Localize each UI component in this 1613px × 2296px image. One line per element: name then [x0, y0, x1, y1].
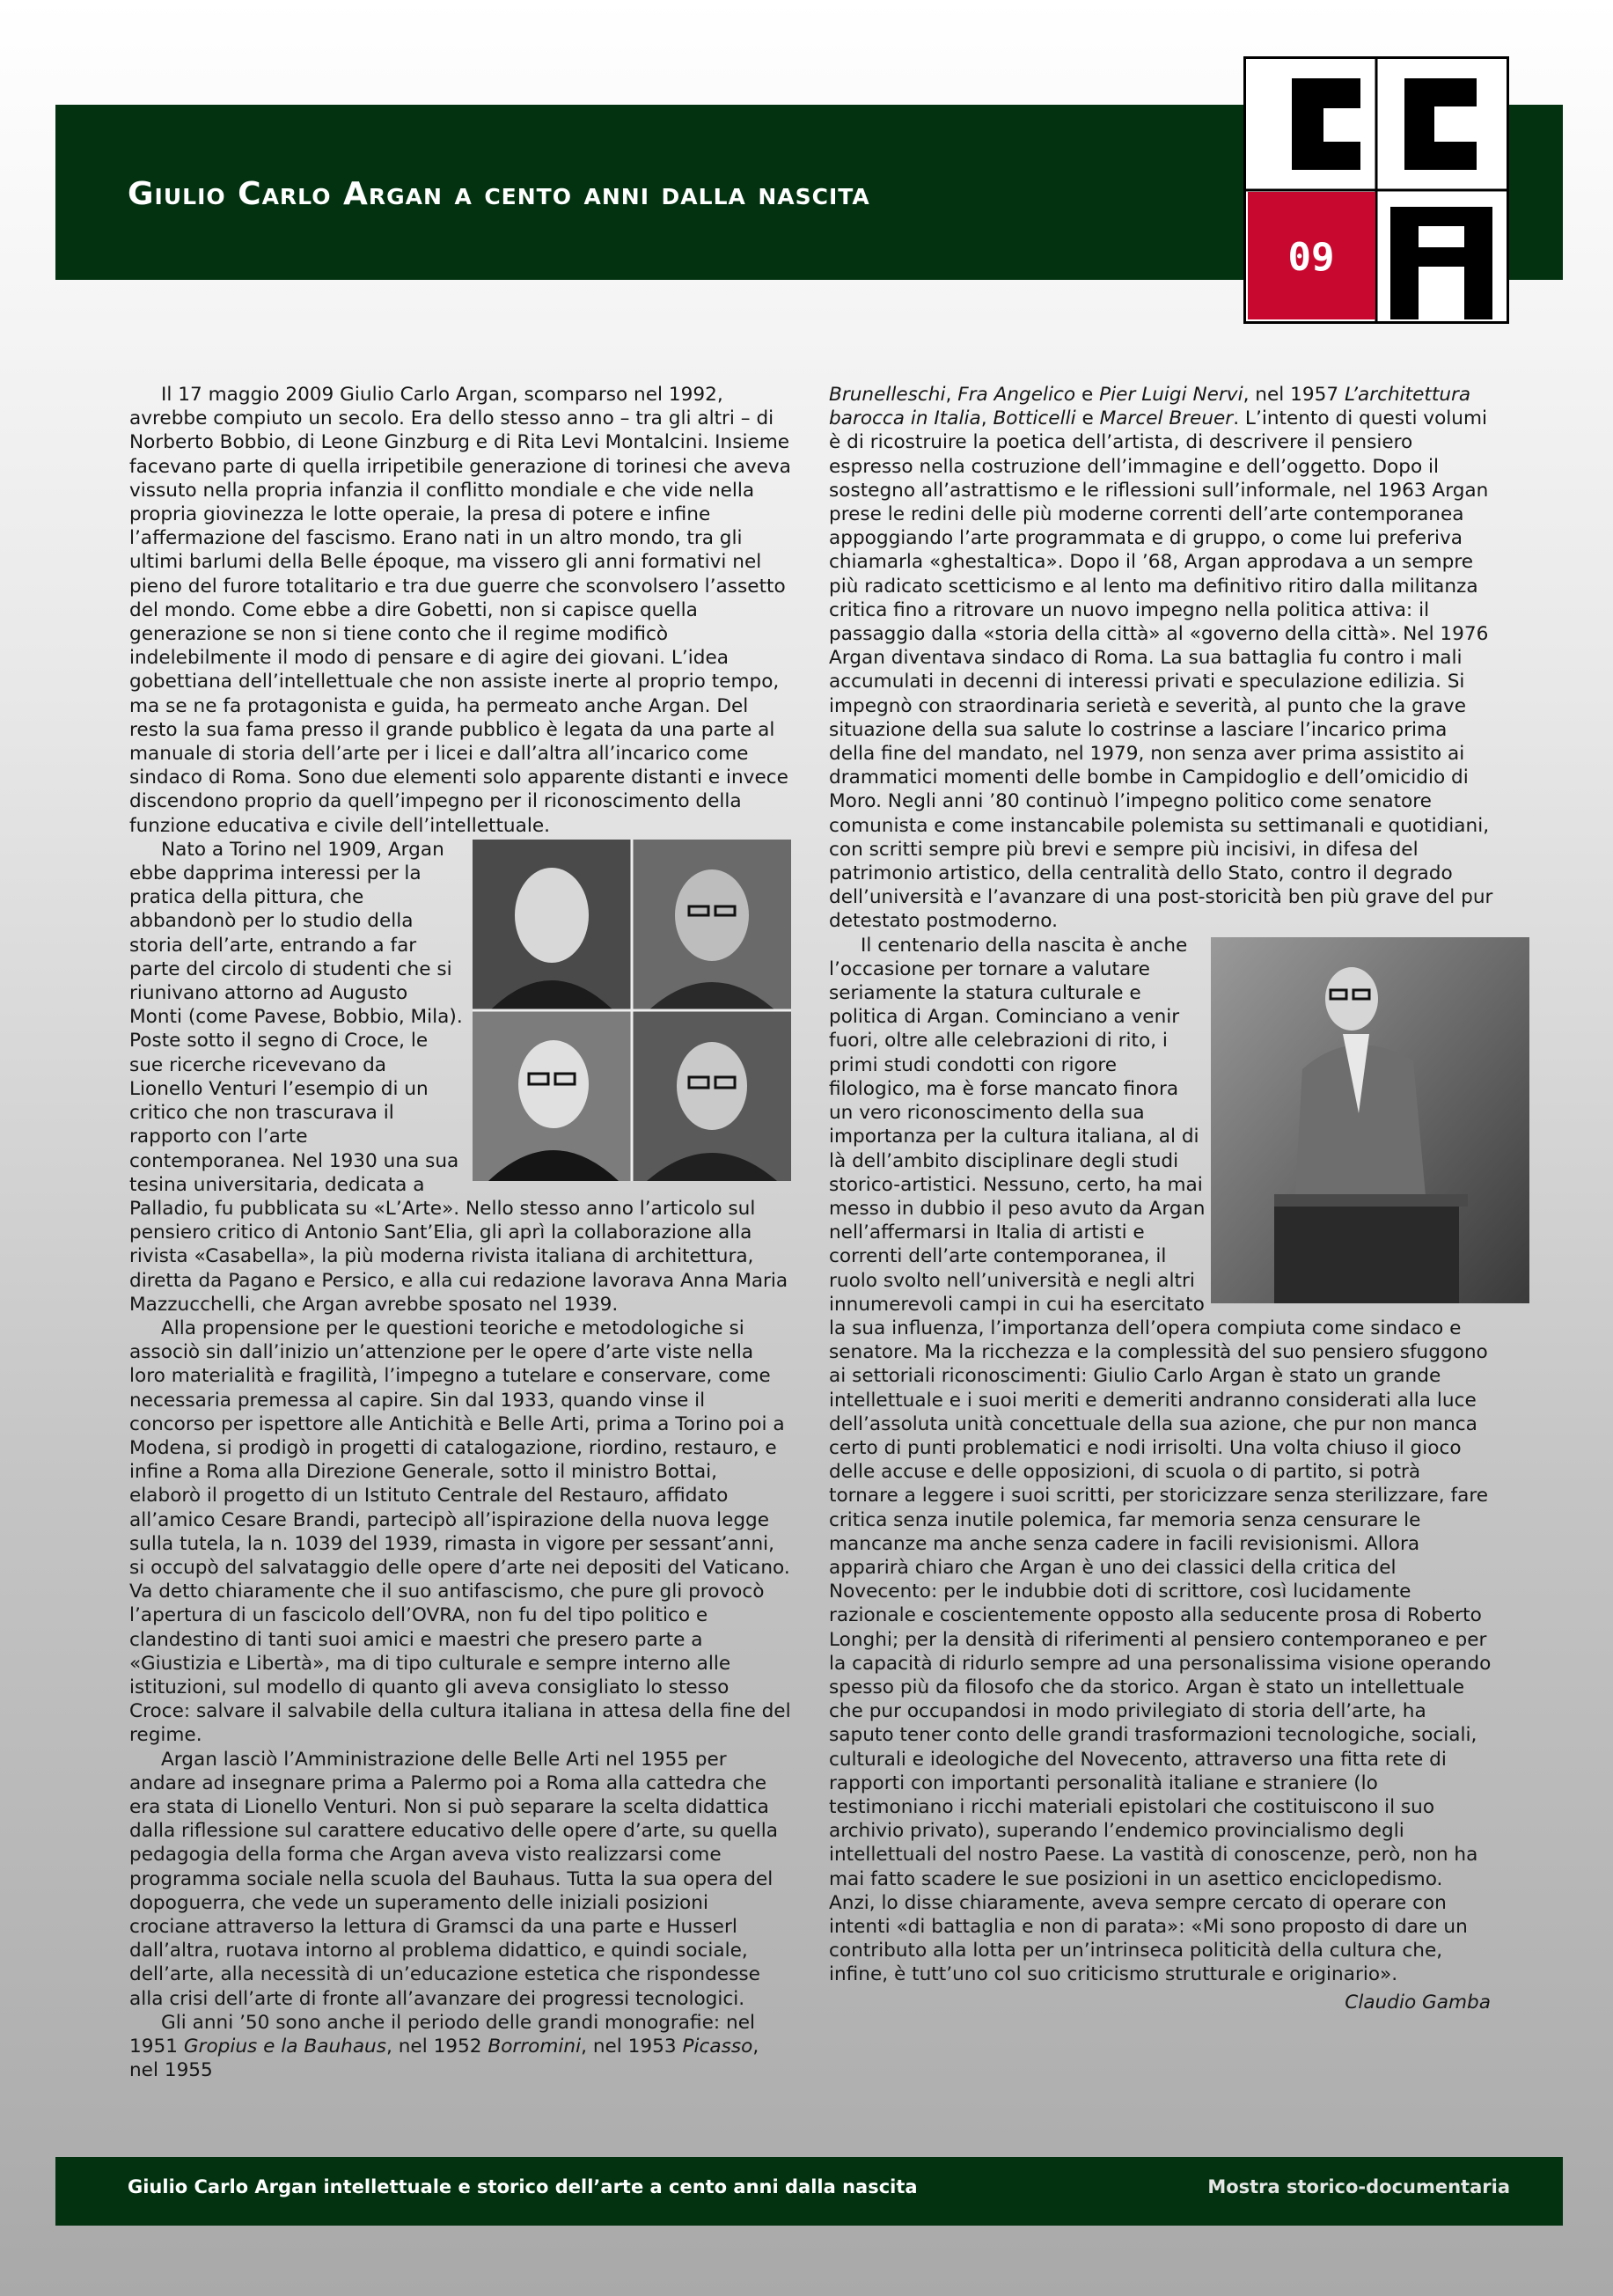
article-paragraph-6 — [829, 934, 1494, 1987]
monograph-sep: , nel 1953 — [581, 2036, 683, 2058]
portrait-collage-image — [473, 840, 791, 1181]
monograph-sep: e — [1075, 407, 1100, 430]
article-paragraph-1: Il 17 maggio 2009 Giulio Carlo Argan, scomparso nel 1992, avrebbe compiuto un secolo. Era dello stesso anno – tra gli altri – di Norberto Bobbio, di Leone Ginzburg e di Rita Levi Montalcini. Insieme facevano parte di quella irripetibile generazione di torinesi che aveva vissuto nella propria infanzia il conflitto mondiale e che vide nella propria giovinezza le lotte operaie, la presa di potere e infine l’affermazione del fascismo. Erano nati in un altro mondo, tra gli ultimi barlumi della Belle époque, ma vissero gli anni formativi nel pieno del furore totalitario e tra due guerre che sconvolsero l’assetto del mondo. Come ebbe a dire Gobetti, non si capisce quella generazione se non si tiene conto che il regime modificò indelebilmente il modo di pensare e di agire dei giovani. L’idea gobettiana dell’intellettuale che non assiste inerte al proprio tempo, ma se ne fa protagonista e guida, ha permeato anche Argan. Del resto la sua fama presso il grande pubblico è legata da una parte al manuale di storia dell’arte per i licei e dall’altra all’incarico come sindaco di Roma. Sono due elementi solo apparente distanti e invece discendono proprio da quell’impegno per il riconoscimento della funzione educativa e civile dell’intellettuale. — [129, 384, 791, 837]
monograph-sep: e — [1075, 384, 1100, 406]
article-left-column — [129, 383, 791, 2082]
monograph-title: Botticelli — [993, 407, 1076, 430]
footer-banner — [55, 2157, 1563, 2226]
monograph-sep: , nel 1957 — [1243, 384, 1345, 406]
portrait-collage-photo — [473, 840, 791, 1181]
monograph-title: Gropius e la Bauhaus — [183, 2036, 386, 2058]
monograph-title: Pier Luigi Nervi — [1099, 384, 1243, 406]
article-paragraph-5-text: L’intento di questi volumi è di ricostruire la poetica dell’artista, di descrivere il pensiero espresso nella costruzione dell’immagine e dell’oggetto. Dopo il sostegno all’astrattismo e le riflessioni sull’informale, nel 1963 Argan prese le redini delle più moderne correnti dell’arte contemporanea appoggiando l’arte programmata e di gruppo, o come lui preferiva chiamarla «ghestaltica». Dopo il ’68, Argan approdava a un sempre più radicato scetticismo e al lento ma definitivo ritiro dalla militanza critica fino a ritrovare un nuovo impegno nella politica attiva: il passaggio dalla «storia della città» al «governo della città». Nel 1976 Argan diventava sindaco di Roma. La sua battaglia fu contro i mali accumulati in decenni di interessi privati e speculazione edilizia. Si impegnò con straordinaria serietà e severità, al punto che la grave situazione della sua salute lo costrinse a lasciare l’incarico prima della fine del mandato, nel 1979, non senza aver prima assistito ai drammatici momenti delle bombe in Campidoglio e dell’omicidio di Moro. Negli anni ’80 continuò l’impegno politico come senatore comunista e come instancabile polemista su settimanali e quotidiani, con scritti sempre più brevi e sempre più incisivi, in difesa del patrimonio artistico, della centralità dello Stato, contro il degrado dell’università e l’avanzare di una post-storicità ben più grave del pur detestato postmoderno. — [829, 407, 1493, 933]
monograph-title: Fra Angelico — [957, 384, 1076, 406]
monograph-title: L’architettura barocca in Italia — [829, 384, 1471, 430]
article-paragraph-6-text: Il centenario della nascita è anche l’occasione per tornare a valutare seriamente la statura culturale e politica di Argan. Cominciano a venir fuori, oltre alle celebrazioni di rito, i primi studi condotti con rigore filologico, ma è forse mancato finora un vero riconoscimento della sua importanza per la cultura italiana, al di là dell’ambito disciplinare degli studi storico-artistici. Nessuno, certo, ha mai messo in dubbio il peso avuto da Argan nell’affermarsi in Italia di artisti e correnti dell’arte contemporanea, il ruolo svolto nell’università e negli altri innumerevoli campi in cui ha esercitato la sua influenza, l’importanza dell’opera compiuta come sindaco e senatore. Ma la ricchezza e la complessità del suo pensiero sfuggono ai settoriali riconoscimenti: Giulio Carlo Argan è stato un grande intellettuale e i suoi meriti e demeriti andranno considerati alla luce dell’assoluta unità concettuale della sua azione, che pur non manca certo di punti problematici e nodi irrisolti. Una volta chiuso il gioco delle accuse e delle opposizioni, di scuola o di partito, si potrà tornare a leggere i suoi scritti, per storicizzare senza sterilizzare, fare critica senza inutile polemica, far memoria senza censurare le mancanze ma anche senza cadere in facili revisionismi. Allora apparirà chiaro che Argan è uno dei classici della critica del Novecento: per le indubbie doti di scrittore, così lucidamente razionale e coscientemente opposto alla seducente prosa di Roberto Longhi; per la densità di riferimenti al pensiero contemporaneo e per la capacità di ridurlo sempre ad una personalissima visione operando spesso più da filosofo che da storico. Argan è stato un intellettuale che pur occupandosi in modo privilegiato di storia dell’arte, ha saputo tener conto delle grandi trasformazioni tecnologiche, sociali, culturali e ideologiche del Novecento, attraverso una fitta rete di rapporti con importanti personalità italiane e straniere (lo testimoniano i ricchi materiali epistolari che costituiscono il suo archivio privato), superando l’endemico provincialismo degli intellettuali del nostro Paese. La vastità di conoscenze, però, non ha mai fatto scadere le sue posizioni in un asettico enciclopedismo. Anzi, lo disse chiaramente, aveva sempre cercato di operare con intenti «di battaglia e non di parata»: «Mi sono proposto di dare un contributo alla lotta per un’intrinseca politicità della cultura che, infine, è tutt’uno col suo criticismo strutturale e originario». — [829, 934, 1492, 1986]
author-signature: Claudio Gamba — [1345, 1991, 1491, 2014]
article-paragraph-3: Alla propensione per le questioni teoriche e metodologiche si associò sin dall’inizio un’attenzione per le opere d’arte viste nella loro materialità e fragilità, l’impegno a tutelare e conservare, come necessaria premessa al capire. Sin dal 1933, quando vinse il concorso per ispettore alle Antichità e Belle Arti, prima a Torino poi a Modena, si prodigò in progetti di catalogazione, riordino, restauro, e infine a Roma alla Direzione Generale, sotto il ministro Bottai, elaborò il progetto di un Istituto Centrale del Restauro, affidato all’amico Cesare Brandi, partecipò all’ispirazione della nuova legge sulla tutela, la n. 1039 del 1939, rimasta in vigore per sessant’anni, si occupò del salvataggio delle opere d’arte nei depositi del Vaticano. Va detto chiaramente che il suo antifascismo, che pure gli provocò l’apertura di un fascicolo dell’OVRA, non fu del tipo politico e clandestino di tanti suoi amici e maestri che presero parte a «Giustizia e Libertà», ma di tipo culturale e sempre interno alle istituzioni, sul modello di quanto gli aveva consigliato lo stesso Croce: salvare il salvabile della cultura italiana in attesa della fine del regime. — [129, 1317, 791, 1747]
monograph-sep: , nel 1952 — [386, 2036, 488, 2058]
article-paragraph-5-start — [129, 2011, 791, 2083]
monographs-intro: Gli anni ’50 sono anche il periodo delle grandi monografie: nel 1951 — [129, 2011, 756, 2058]
monograph-sep: , nel 1955 — [129, 2036, 759, 2082]
monograph-sep: , — [945, 384, 958, 406]
article-paragraph-4: Argan lasciò l’Amministrazione delle Belle Arti nel 1955 per andare ad insegnare prima a Palermo poi a Roma alla cattedra che era stata di Lionello Venturi. Non si può separare la scelta didattica dalla riflessione sul carattere educativo delle opere d’arte, su quella pedagogia della forma che Argan aveva visto realizzarsi come programma sociale nella scuola del Bauhaus. Tutta la sua opera del dopoguerra, che vede un superamento delle iniziali posizioni crociane attraverso la lettura di Gramsci da una parte e Husserl dall’altra, ruotava intorno al problema didattico, e quindi sociale, dell’arte, alla necessità di un’educazione estetica che rispondesse alla crisi dell’arte di fronte all’avanzare dei progressi tecnologici. — [129, 1748, 779, 2010]
gca-logo-graphic — [1246, 59, 1507, 321]
gca-logo — [1243, 56, 1509, 324]
monograph-title: Borromini — [488, 2036, 582, 2058]
footer-exhibition-type: Mostra storico-documentaria — [1207, 2176, 1510, 2197]
page-title: Giulio Carlo Argan a cento anni dalla nascita — [128, 176, 870, 212]
article-paragraph-5-continuation — [829, 383, 1494, 934]
monograph-title: Brunelleschi — [829, 384, 946, 406]
monograph-sep: . — [1233, 407, 1245, 430]
article-paragraph-2 — [129, 838, 791, 1317]
monograph-title: Picasso — [682, 2036, 753, 2058]
monograph-title: Marcel Breuer — [1099, 407, 1234, 430]
article-right-column — [829, 383, 1494, 2014]
argan-lecturing-photo — [1211, 937, 1529, 1303]
argan-lecturing-image — [1211, 937, 1529, 1303]
logo-text: 09 — [1287, 235, 1335, 280]
article-paragraph-2-text: Nato a Torino nel 1909, Argan ebbe dapprima interessi per la pratica della pittura, che abbandonò per lo studio della storia dell’arte, entrando a far parte del circolo di studenti che si riunivano attorno ad Augusto Monti (come Pavese, Bobbio, Mila). Poste sotto il segno di Croce, le sue ricerche ricevevano da Lionello Venturi l’esempio di un critico che non trascurava il rapporto con l’arte contemporanea. Nel 1930 una sua tesina universitaria, dedicata a Palladio, fu pubblicata su «L’Arte». Nello stesso anno l’articolo sul pensiero critico di Antonio Sant’Elia, gli aprì la collaborazione alla rivista «Casabella», la più moderna rivista italiana di architettura, diretta da Pagano e Persico, e alla cui redazione lavorava Anna Maria Mazzucchelli, che Argan avrebbe sposato nel 1939. — [129, 838, 788, 1316]
monograph-sep: , — [980, 407, 993, 430]
footer-exhibition-title: Giulio Carlo Argan intellettuale e storico dell’arte a cento anni dalla nascita — [128, 2176, 918, 2197]
